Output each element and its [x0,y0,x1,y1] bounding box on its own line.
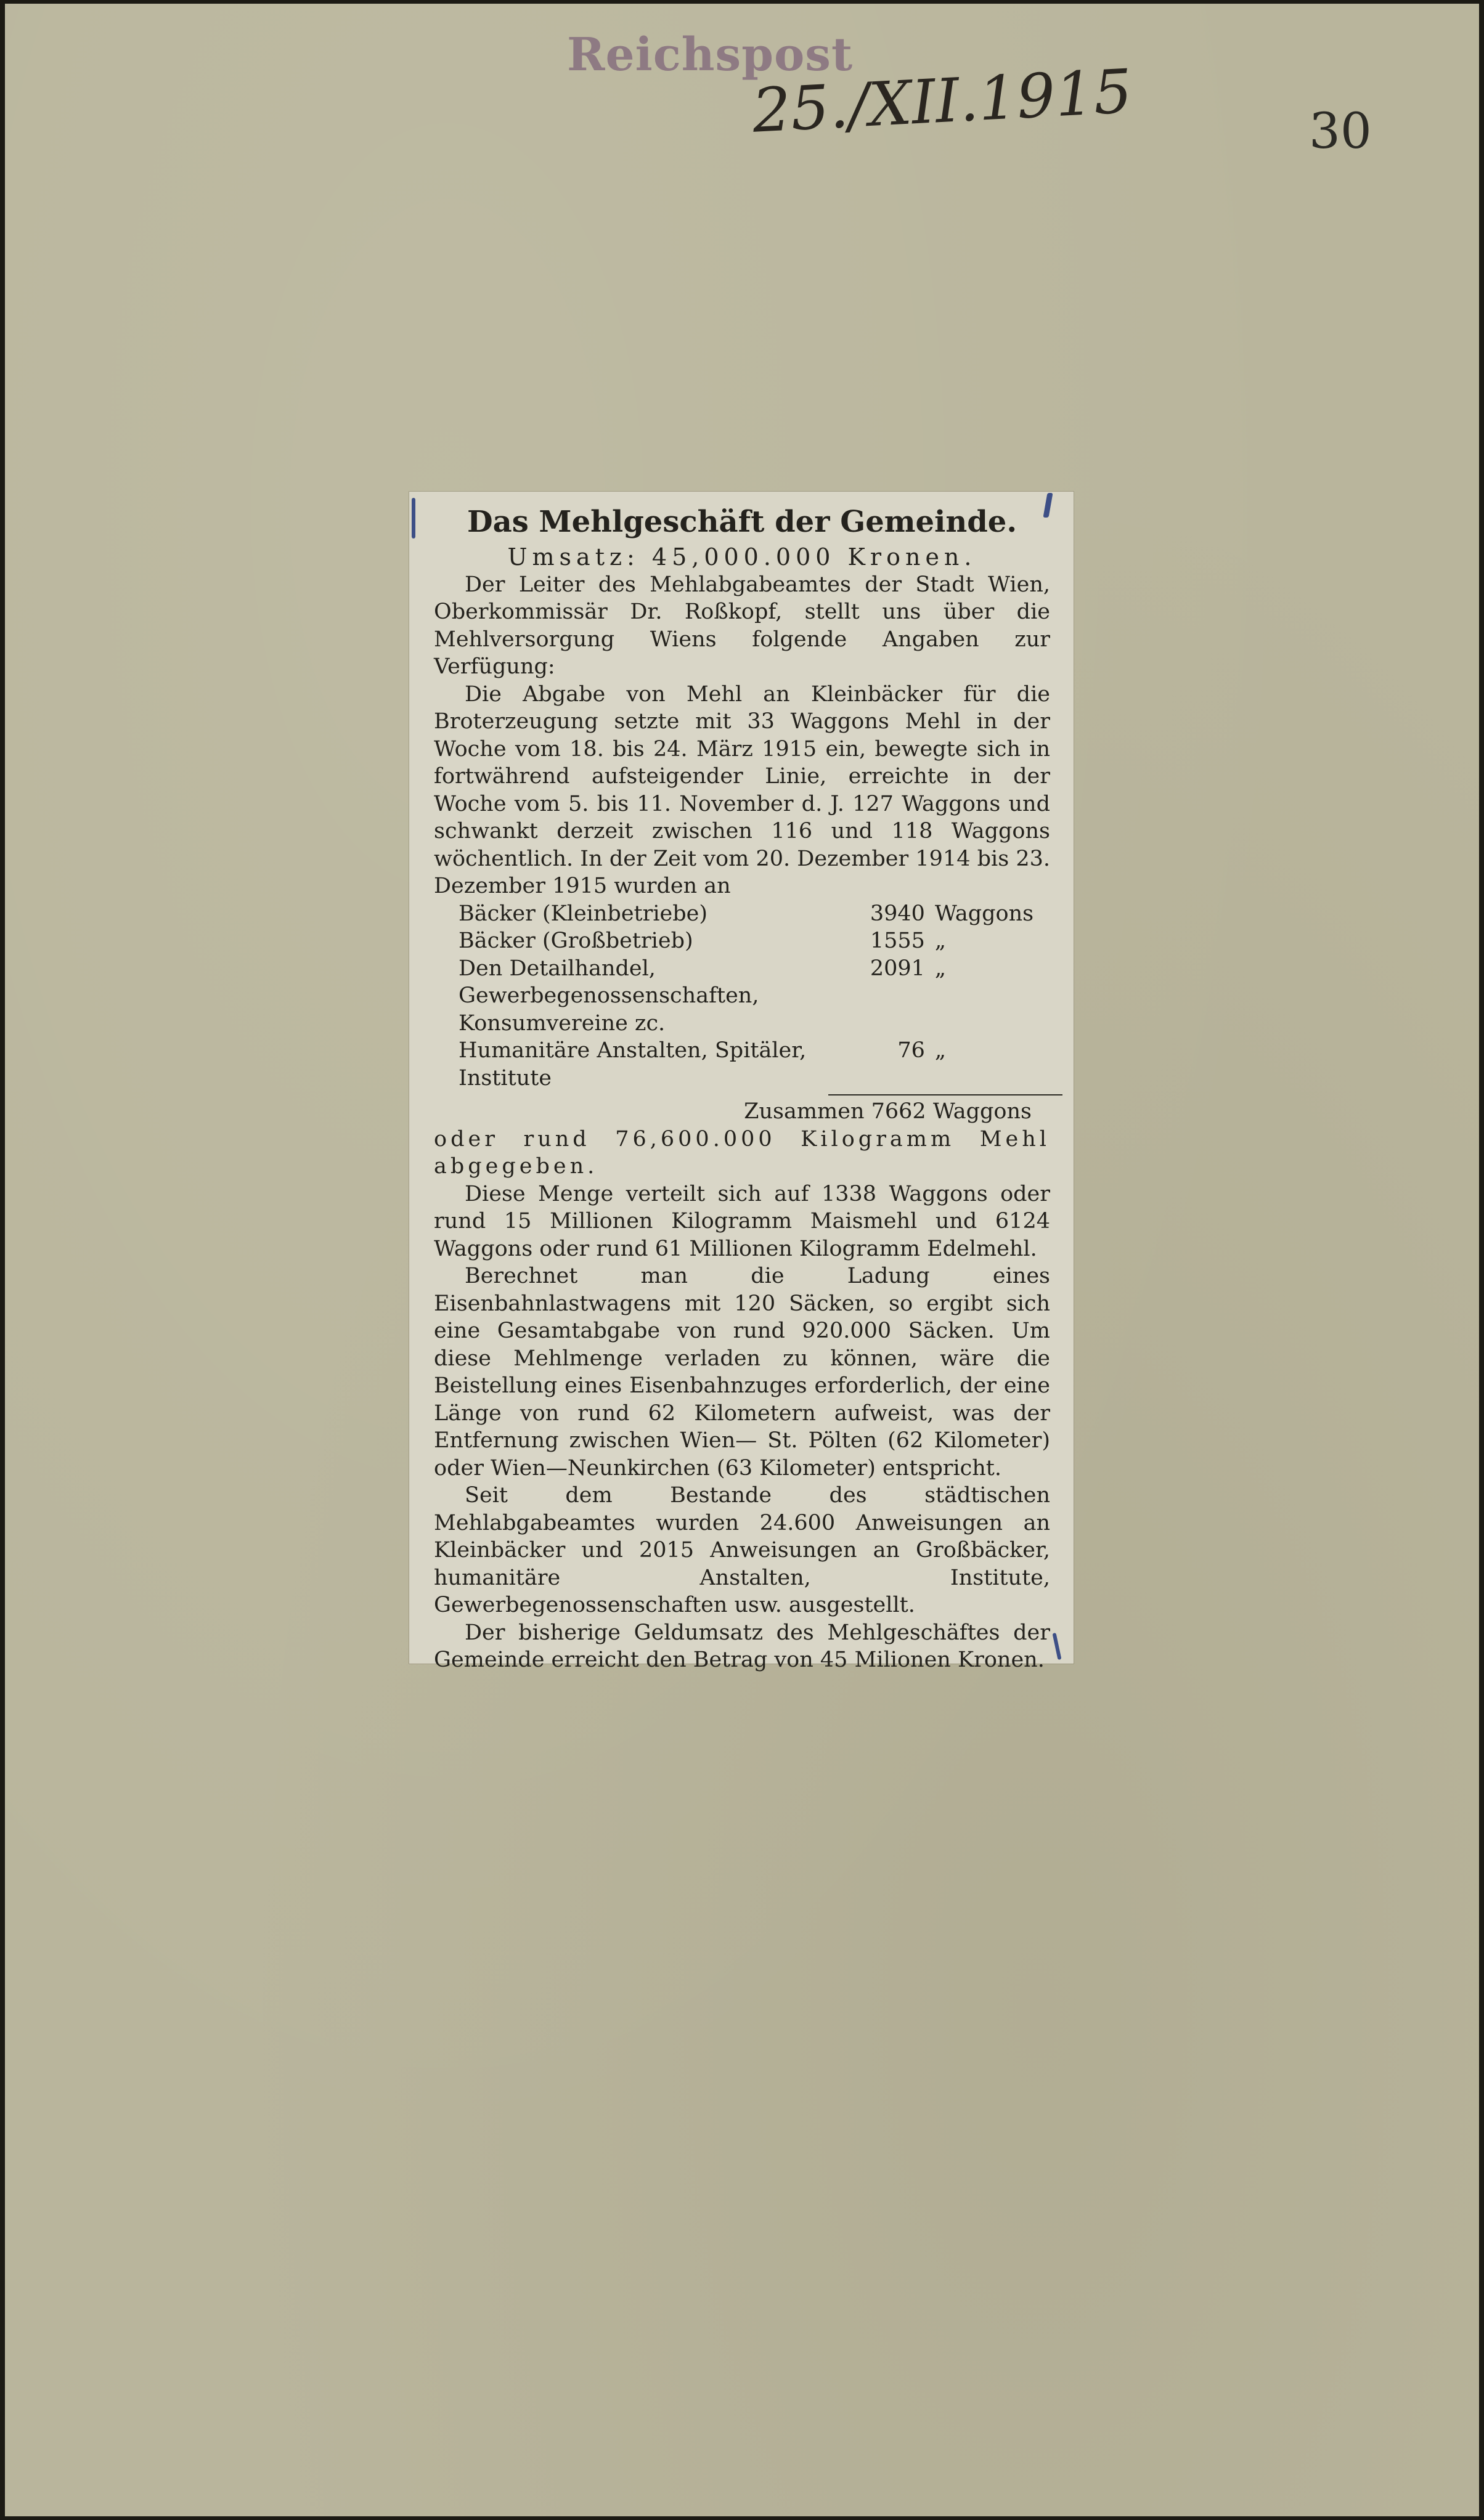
archive-sheet [5,4,1479,2516]
delivery-table [459,900,1038,1126]
sum-rule [828,1094,1062,1095]
table-row [459,927,1038,955]
table-row-label: Bäcker (Kleinbetriebe) [459,901,708,926]
table-row [459,955,1038,1038]
article-headline: Das Mehlgeschäft der Gemeinde. [467,505,1017,539]
article-paragraph: Berechnet man die Ladung eines Eisenbahnlastwagens mit 120 Säcken, so ergibt sich eine Gesamtabgabe von rund 920.000 Säcken. Um diese Mehlmenge verladen zu können, wäre die Beistellung eines Eisenbahnzuges erforderlich, der eine Länge von rund 62 Kilometern aufweist, was der Entfernung zwischen Wien— St. Pölten (62 Kilometer) oder Wien—Neunkirchen (63 Kilometer) entspricht. [434,1264,1050,1481]
table-row-unit: „ [934,1038,947,1063]
article-paragraph: Der bisherige Geldumsatz des Mehlgeschäftes der Gemeinde erreicht den Betrag von 45 Milionen Kronen. [434,1620,1050,1672]
article-paragraph: oder rund 76,600.000 Kilogramm Mehl abgegeben. [434,1126,1050,1179]
table-row-label: Bäcker (Großbetrieb) [459,929,693,953]
article-paragraph: Diese Menge verteilt sich auf 1338 Waggons oder rund 15 Millionen Kilogramm Maismehl und 6124 Waggons oder rund 61 Millionen Kilogramm Edelmehl. [434,1181,1050,1261]
table-row-unit: „ [934,956,947,981]
page-number: 30 [1309,102,1372,160]
table-row-value: 76 [897,1038,925,1063]
table-row-value: 3940 [870,901,925,926]
table-row-unit: „ [934,929,947,953]
article-paragraph: Seit dem Bestande des städtischen Mehlabgabeamtes wurden 24.600 Anweisungen an Kleinbäcker und 2015 Anweisungen an Großbäcker, humanitäre Anstalten, Institute, Gewerbegenossenschaften usw. ausgestellt. [434,1483,1050,1617]
article-intro: Der Leiter des Mehlabgabeamtes der Stadt Wien, Oberkommissär Dr. Roßkopf, stellt uns über die Mehlversorgung Wiens folgende Angaben zur Verfügung: [434,572,1050,679]
table-row-label: Den Detailhandel, Gewerbegenossenschaften, Konsumvereine zc. [459,956,759,1036]
table-row-label: Humanitäre Anstalten, Spitäler, Institute [459,1038,807,1091]
blue-pencil-mark [412,498,415,539]
table-row [459,900,1038,928]
table-row-unit: Waggons [934,901,1034,926]
table-row-value: 1555 [870,929,925,953]
article-paragraph: Die Abgabe von Mehl an Kleinbäcker für die Broterzeugung setzte mit 33 Waggons Mehl in der Woche vom 18. bis 24. März 1915 ein, bewegte sich in fortwährend aufsteigender Linie, erreichte in der Woche vom 5. bis 11. November d. J. 127 Waggons und schwankt derzeit zwischen 116 und 118 Waggons wöchentlich. In der Zeit vom 20. Dezember 1914 bis 23. Dezember 1915 wurden an [434,681,1050,898]
table-row [459,1037,1038,1092]
table-total: Zusammen 7662 Waggons [744,1099,1032,1124]
article-subheadline: Umsatz: 45,000.000 Kronen. [507,543,977,571]
newspaper-clipping [409,492,1074,1672]
newspaper-stamp: Reichspost [567,28,854,81]
handwritten-date: 25./XII.1915 [751,56,1134,147]
table-row-value: 2091 [870,956,925,981]
article-body [434,500,1050,1674]
blue-pencil-mark [1052,1633,1061,1660]
